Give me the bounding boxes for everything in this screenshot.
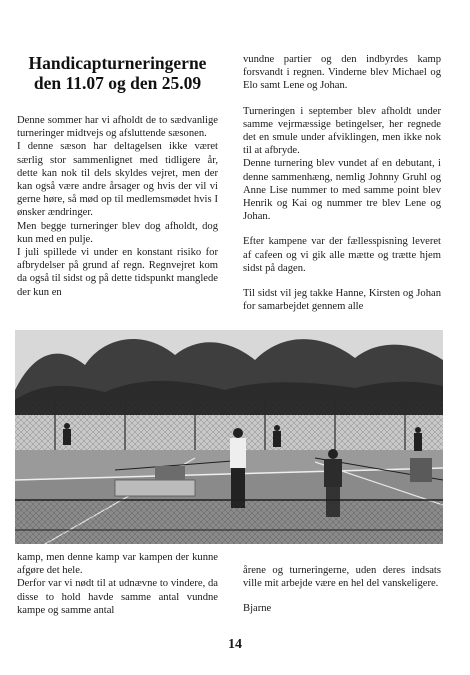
right-column-top [243,53,441,313]
title-line-1: Handicapturneringerne [28,53,207,73]
paragraph: Turneringen i september blev afholdt under samme vejrmæssige betingelser, her regnede det en smule under afviklingen, men ikke nok til at afbryde. [243,105,441,157]
paragraph: I juli spillede vi under en konstant risiko for afbrydelser på grund af regn. Regnvejret kom da også til sidst og på dette tidspunkt manglede der kun en [17,247,218,298]
title-line-2: den 11.07 og den 25.09 [33,73,202,93]
article-title [17,53,218,93]
paragraph: Derfor var vi nødt til at udnævne to vindere, da disse to hold havde samme antal vundne kampe og samme antal [17,578,218,616]
paragraph: I denne sæson har deltagelsen ikke været særlig stor sammenlignet med tidligere år, dette kan nok til dels skyldes vejret, men der kan også være andre årsager og hvis der vil vi gerne høre, så mød op til medlemsmødet hvis I ønsker ændringer. [17,141,218,219]
paragraph: Denne sommer har vi afholdt de to sædvanlige turneringer midtvejs og afsluttende sæsonen. [17,115,218,140]
left-column-bottom [17,551,218,617]
paragraph: Efter kampene var der fællesspisning leveret af cafeen og vi gik alle mætte og trætte hjem sidst på dagen. [243,236,441,274]
paragraph: Men begge turneringer blev dog afholdt, dog kun med en pulje. [17,220,218,245]
paragraph: Til sidst vil jeg takke Hanne, Kirsten og Johan for samarbejdet gennem alle [243,288,441,313]
paragraph: kamp, men denne kamp var kampen der kunne afgøre det hele. [17,552,218,577]
page-number: 14 [228,637,242,652]
paragraph: Denne turnering blev vundet af en debutant, i denne sammenhæng, nemlig Johnny Gruhl og Anne Lise nummer to med samme point blev Henrik og Kai og nummer tre blev Lene og Johan. [243,158,441,223]
right-column-bottom [243,564,441,616]
paragraph: årene og turneringerne, uden deres indsats ville mit arbejde være en hel del vanskeligere. [243,565,441,590]
paragraph: vundne partier og den indbyrdes kamp forsvandt i regnen. Vinderne blev Michael og Elo samt Lene og Johan. [243,54,441,92]
left-column-top [17,114,218,299]
signature: Bjarne [243,603,272,615]
tennis-court-photo [15,330,443,544]
